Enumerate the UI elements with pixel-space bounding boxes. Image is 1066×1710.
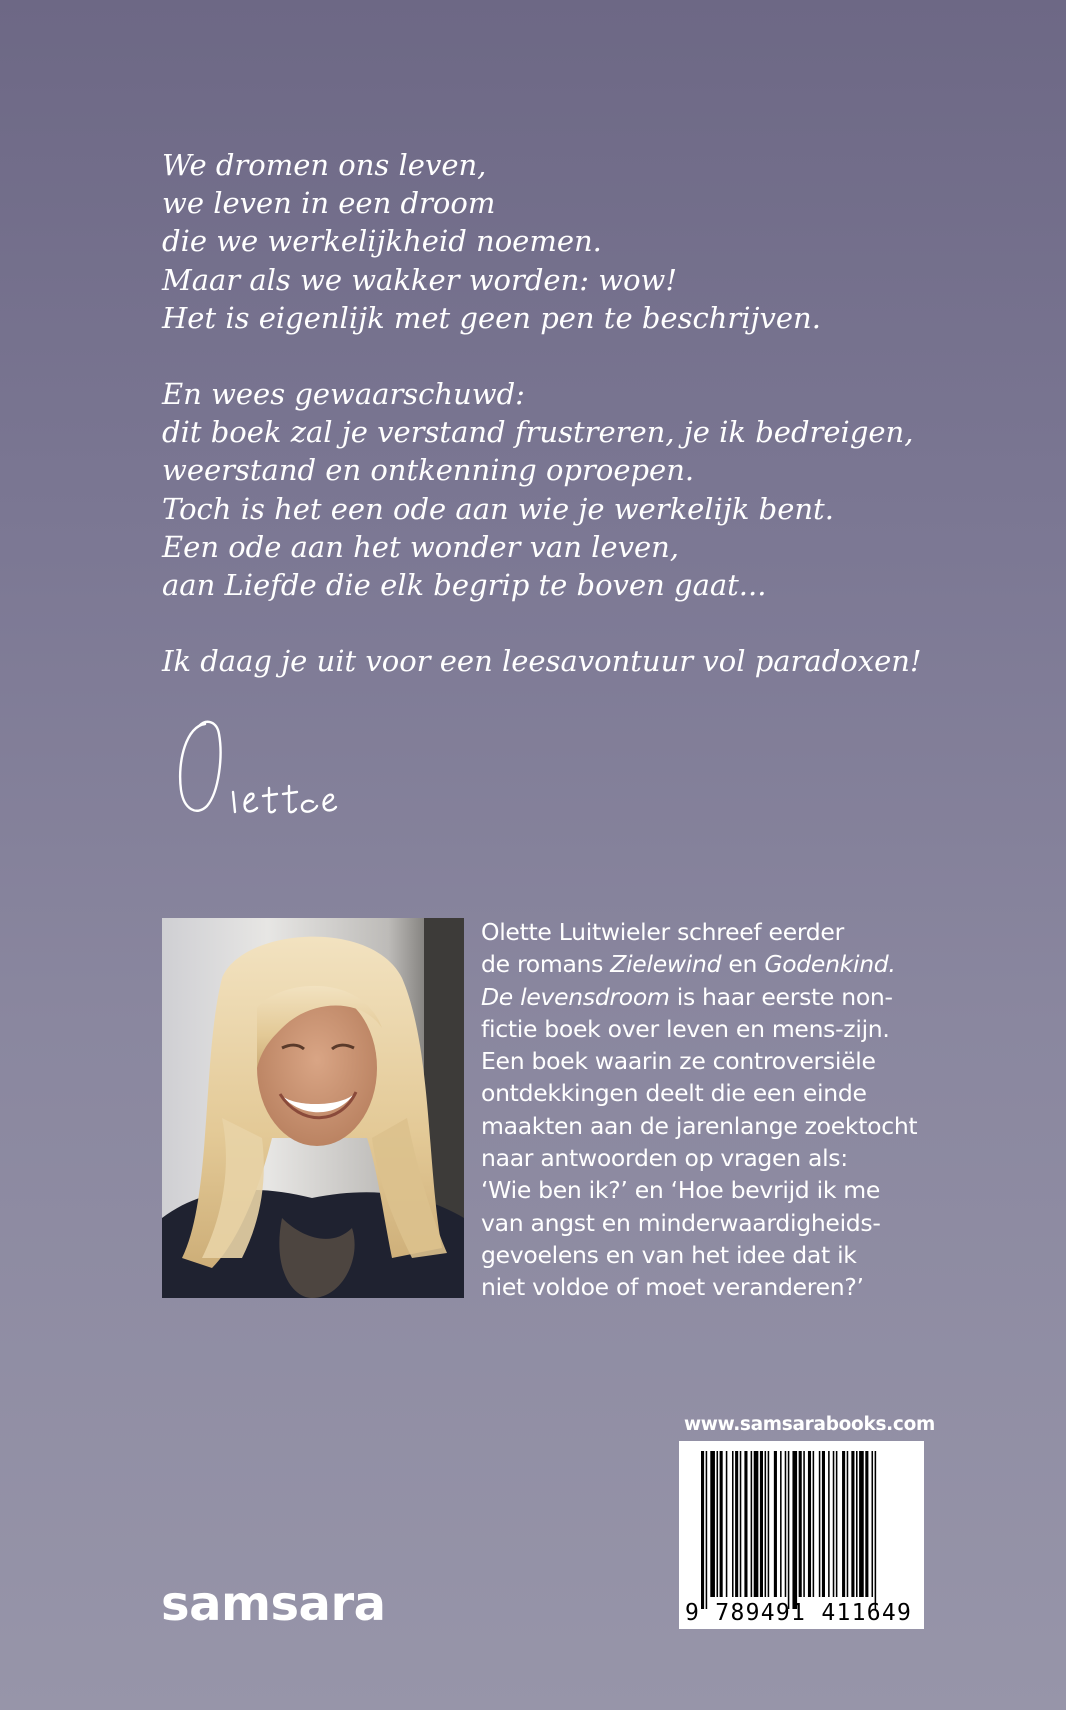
barcode-bar <box>828 1451 830 1597</box>
barcode-bar <box>842 1451 845 1597</box>
author-portrait-icon <box>162 918 464 1298</box>
bio-line: fictie boek over leven en mens-zijn. <box>481 1014 890 1043</box>
barcode-bar <box>851 1451 854 1597</box>
poem-line: die we werkelijkheid noemen. <box>162 224 602 259</box>
barcode-bar <box>792 1451 797 1609</box>
isbn-number: 9 789491 411649 <box>685 1600 913 1626</box>
barcode-bar <box>726 1451 728 1597</box>
bio-line: Olette Luitwieler schreef eerder <box>481 918 844 946</box>
barcode-bar <box>822 1451 825 1597</box>
bio-line: niet voldoe of moet veranderen?’ <box>481 1273 864 1302</box>
poem-line: weerstand en ontkenning oproepen. <box>162 453 695 488</box>
poem <box>162 146 1022 718</box>
barcode-bar <box>701 1451 704 1609</box>
poem-line: Toch is het een ode aan wie je werkelijk bent. <box>162 491 834 526</box>
website-url[interactable]: www.samsarabooks.com <box>684 1414 935 1435</box>
barcode-bar <box>774 1451 777 1597</box>
bio-line: De levensdroom is haar eerste non- <box>481 982 893 1011</box>
barcode-bar <box>788 1451 790 1609</box>
barcode-bar <box>706 1451 708 1609</box>
bio-line: Een boek waarin ze controversiële <box>481 1047 876 1076</box>
barcode-bar <box>760 1451 763 1597</box>
barcode-bar <box>735 1451 738 1597</box>
barcode-bar <box>859 1451 864 1597</box>
author-bio <box>481 916 941 1304</box>
barcode-bar <box>856 1451 858 1597</box>
book-title: De levensdroom <box>481 982 670 1011</box>
bio-line: naar antwoorden op vragen als: <box>481 1144 848 1173</box>
barcode-bar <box>847 1451 849 1597</box>
bio-line: ‘Wie ben ik?’ en ‘Hoe bevrijd ik me <box>481 1176 881 1205</box>
bio-line: van angst en minderwaardigheids- <box>481 1208 881 1237</box>
barcode-bar <box>768 1451 770 1597</box>
barcode-bar <box>751 1451 753 1597</box>
barcode-bar <box>785 1451 787 1597</box>
poem-line: we leven in een droom <box>162 186 496 221</box>
poem-stanza <box>162 146 1022 337</box>
poem-line: aan Liefde die elk begrip te boven gaat... <box>162 568 767 603</box>
barcode-bar <box>799 1451 802 1597</box>
barcode-bar <box>875 1451 877 1609</box>
barcode-bar <box>865 1451 868 1597</box>
poem-line: We dromen ons leven, <box>162 148 487 182</box>
author-signature <box>175 712 365 822</box>
barcode-bar <box>765 1451 767 1597</box>
barcode-bar <box>744 1451 747 1597</box>
bio-line: de romans Zielewind en Godenkind. <box>481 950 896 979</box>
barcode-bar <box>819 1451 821 1597</box>
poem-line: dit boek zal je verstand frustreren, je ik bedreigen, <box>162 415 914 450</box>
barcode-bar <box>740 1451 742 1597</box>
author-photo <box>162 918 464 1298</box>
barcode-bar <box>833 1451 835 1597</box>
barcode-bar <box>836 1451 838 1597</box>
publisher-logo: samsara <box>161 1576 386 1632</box>
poem-line: Maar als we wakker worden: wow! <box>162 262 678 297</box>
barcode-bar <box>710 1451 715 1597</box>
poem-line: Het is eigenlijk met geen pen te beschrijven. <box>162 300 821 335</box>
barcode-bar <box>813 1451 815 1597</box>
poem-stanza <box>162 375 1022 604</box>
barcode-bar <box>720 1451 723 1597</box>
poem-line: En wees gewaarschuwd: <box>162 377 525 412</box>
barcode-bar <box>754 1451 759 1597</box>
poem-stanza <box>162 642 1022 680</box>
barcode-bar <box>717 1451 719 1597</box>
barcode-bar <box>732 1451 734 1597</box>
book-title: Zielewind <box>610 950 722 979</box>
barcode-bar <box>780 1451 782 1597</box>
isbn-barcode <box>679 1441 924 1629</box>
poem-line: Een ode aan het wonder van leven, <box>162 529 680 564</box>
barcode-bar <box>808 1451 811 1597</box>
poem-line: Ik daag je uit voor een leesavontuur vol paradoxen! <box>162 644 922 679</box>
bio-line: ontdekkingen deelt die een einde <box>481 1079 867 1108</box>
barcode-bar <box>872 1451 874 1597</box>
barcode-bar <box>803 1451 805 1597</box>
bio-line: maakten aan de jarenlange zoektocht <box>481 1111 918 1140</box>
bio-line: gevoelens en van het idee dat ik <box>481 1240 857 1269</box>
book-title: Godenkind. <box>764 950 896 979</box>
